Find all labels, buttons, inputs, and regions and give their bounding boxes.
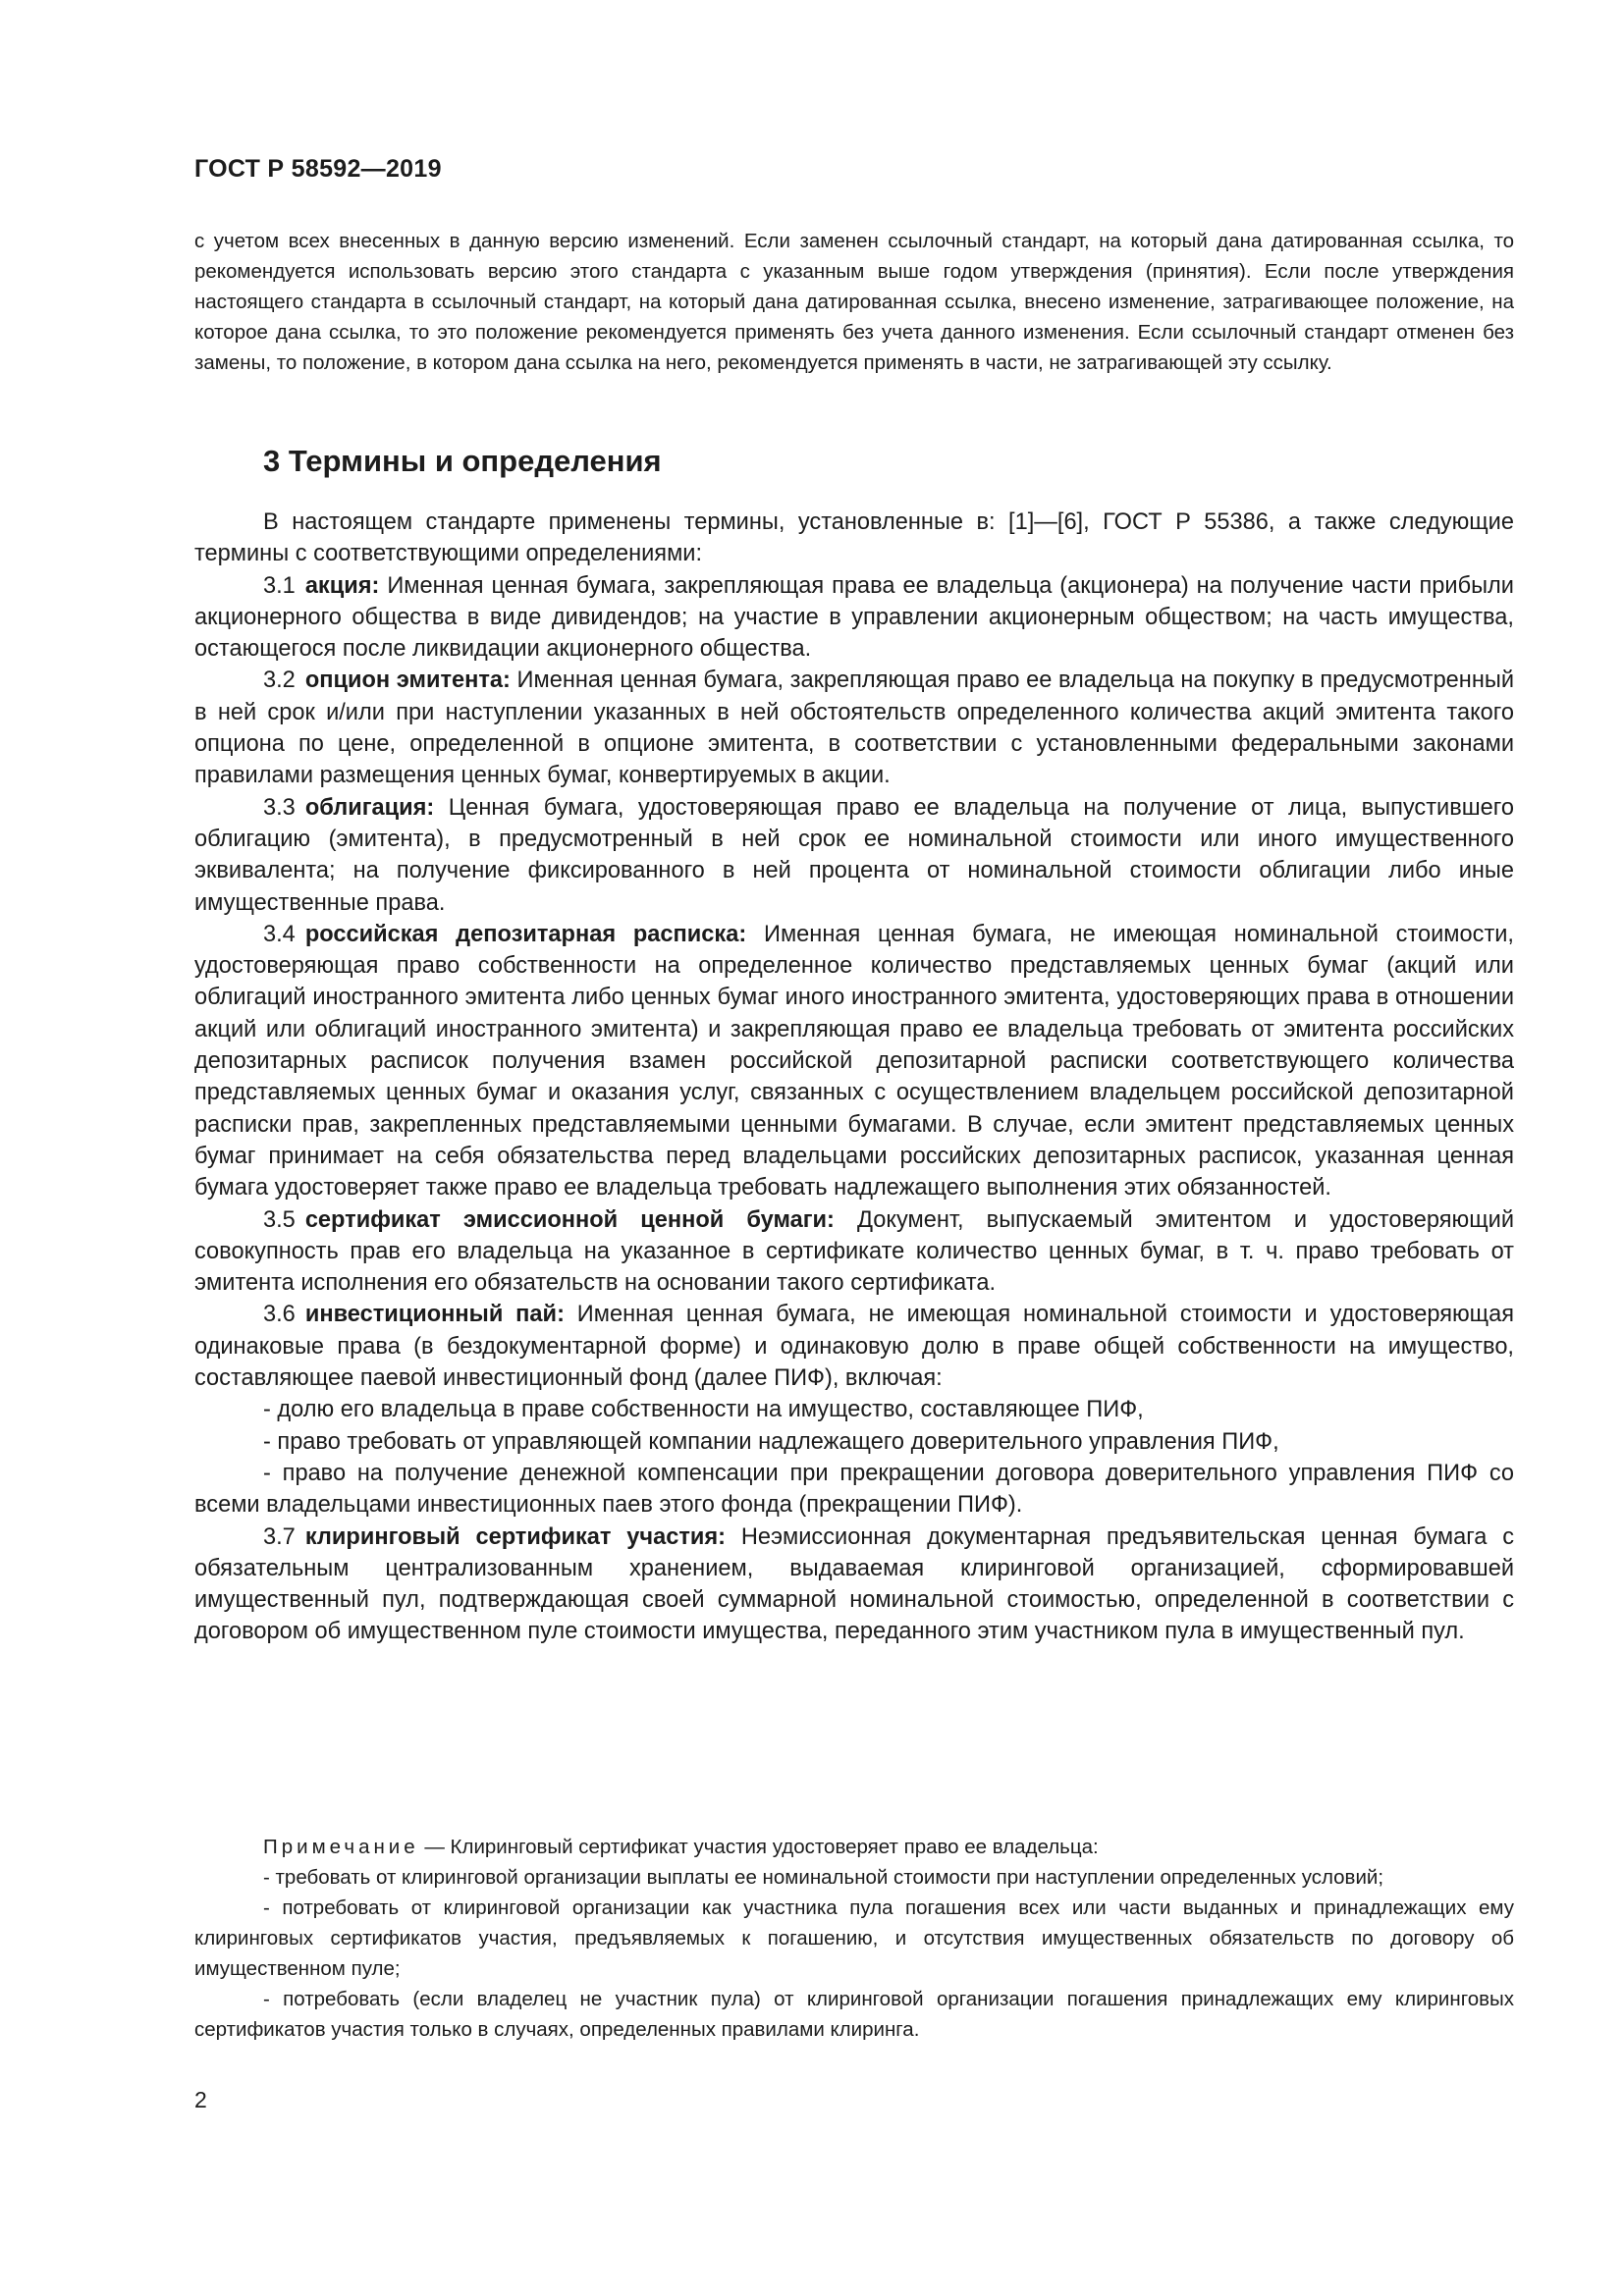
term-definition: Документ, выпускаемый эмитентом и удостоверяющий совокупность прав его владельца на указанное в сертификате количество ценных бумаг, в т. ч. право требовать от эмитента исполнения его обязательств на основании такого сертификата.	[194, 1206, 1515, 1297]
note-label: Примечание	[263, 1836, 419, 1858]
pif-list-item: - право требовать от управляющей компании надлежащего доверительного управления ПИФ,	[263, 1428, 1279, 1455]
page-number: 2	[194, 2087, 207, 2112]
note-lead-text: — Клиринговый сертификат участия удостоверяет право ее владельца:	[418, 1836, 1099, 1858]
section-lead: В настоящем стандарте применены термины, установленные в: [1]—[6], ГОСТ Р 55386, а также следующие термины с соответствующими определениями:	[194, 509, 1514, 567]
term-name: клиринговый сертификат участия:	[304, 1523, 727, 1550]
note-block	[194, 1832, 1514, 2045]
term-definition: Ценная бумага, удостоверяющая право ее владельца на получение от лица, выпустившего облигацию (эмитента), в предусмотренный в ней срок ее номинальной стоимости или иного имущественного эквивалента; на получение фиксированного в ней процента от номинальной стоимости облигации либо иные имущественные права.	[194, 794, 1514, 916]
section-body	[194, 507, 1514, 1648]
note-item: - потребовать от клиринговой организации как участника пула погашения всех или части выданных и принадлежащих ему клиринговых сертификатов участия, предъявляемых к погашению, и отсутствия имущественных обязательств по договору об имущественном пуле;	[194, 1896, 1514, 1980]
note-lead	[194, 1832, 1514, 1862]
term-name: облигация:	[304, 794, 435, 821]
term-name: сертификат эмиссионной ценной бумаги:	[304, 1206, 835, 1233]
term-3-4	[194, 919, 1514, 1204]
term-definition: Именная ценная бумага, не имеющая номинальной стоимости и удостоверяющая одинаковые права (в бездокументарной форме) и одинаковую долю в праве общей собственности на имущество, составляющее паевой инвестиционный фонд (далее ПИФ), включая:	[194, 1302, 1514, 1392]
term-number: 3.7	[263, 1523, 296, 1550]
term-number: 3.5	[263, 1206, 296, 1233]
intro-paragraph: с учетом всех внесенных в данную версию изменений. Если заменен ссылочный стандарт, на который дана датированная ссылка, то рекомендуется использовать версию этого стандарта с указанным выше годом утверждения (принятия). Если после утверждения настоящего стандарта в ссылочный стандарт, на который дана датированная ссылка, внесено изменение, затрагивающее положение, на которое дана ссылка, то это положение рекомендуется применять без учета данного изменения. Если ссылочный стандарт отменен без замены, то положение, в котором дана ссылка на него, рекомендуется применять в части, не затрагивающей эту ссылку.	[194, 230, 1514, 374]
term-definition: Именная ценная бумага, не имеющая номинальной стоимости, удостоверяющая право собственности на определенное количество представляемых ценных бумаг (акций или облигаций иностранного эмитента либо ценных бумаг иного иностранного эмитента, удостоверяющих права в отношении акций или облигаций иностранного эмитента) и закрепляющая право ее владельца требовать от эмитента российских депозитарных расписок получения взамен российской депозитарной расписки соответствующего количества представляемых ценных бумаг и оказания услуг, связанных с осуществлением владельцем российской депозитарной расписки прав, закрепленных представляемыми ценными бумагами. В случае, если эмитент представляемых ценных бумаг принимает на себя обязательства перед владельцами российских депозитарных расписок, указанная ценная бумага удостоверяет также право ее владельца требовать надлежащего выполнения этих обязанностей.	[194, 921, 1514, 1201]
pif-list-item: - право на получение денежной компенсации при прекращении договора доверительного управления ПИФ со всеми владельцами инвестиционных паев этого фонда (прекращении ПИФ).	[194, 1460, 1514, 1519]
term-number: 3.1	[263, 572, 296, 599]
term-number: 3.2	[263, 667, 296, 694]
note-item: - потребовать (если владелец не участник пула) от клиринговой организации погашения принадлежащих ему клиринговых сертификатов участия только в случаях, определенных правилами клиринга.	[194, 1988, 1514, 2041]
term-number: 3.6	[263, 1302, 296, 1328]
term-3-6	[194, 1299, 1514, 1394]
term-name: опцион эмитента:	[304, 667, 511, 694]
term-3-7	[194, 1522, 1514, 1648]
term-name: инвестиционный пай:	[304, 1302, 565, 1328]
pif-list-item: - долю его владельца в праве собственности на имущество, составляющее ПИФ,	[263, 1397, 1144, 1423]
term-3-3	[194, 792, 1514, 919]
term-3-1	[194, 570, 1514, 666]
term-3-5	[194, 1204, 1514, 1300]
term-definition: Именная ценная бумага, закрепляющая права ее владельца (акционера) на получение части прибыли акционерного общества в виде дивидендов; на участие в управлении акционерным обществом; на часть имущества, остающегося после ликвидации акционерного общества.	[194, 572, 1514, 663]
section-title: 3 Термины и определения	[263, 444, 662, 478]
term-3-2	[194, 665, 1514, 791]
term-number: 3.4	[263, 921, 296, 947]
note-item: - требовать от клиринговой организации выплаты ее номинальной стоимости при наступлении определенных условий;	[263, 1866, 1384, 1889]
document-header: ГОСТ Р 58592—2019	[194, 155, 442, 183]
term-definition: Неэмиссионная документарная предъявительская ценная бумага с обязательным централизованным хранением, выдаваемая клиринговой организацией, сформировавшей имущественный пул, подтверждающая своей суммарной номинальной стоимостью, определенной в соответствии с договором об имущественном пуле стоимости имущества, переданного этим участником пула в имущественный пул.	[194, 1523, 1514, 1645]
term-number: 3.3	[263, 794, 296, 821]
term-name: акция:	[304, 572, 380, 599]
term-definition: Именная ценная бумага, закрепляющая право ее владельца на покупку в предусмотренный в ней срок и/или при наступлении указанных в ней обстоятельств определенного количества акций эмитента такого опциона по цене, определенной в опционе эмитента, в соответствии с установленными федеральными законами правилами размещения ценных бумаг, конвертируемых в акции.	[194, 667, 1515, 789]
term-name: российская депозитарная расписка:	[304, 921, 747, 947]
